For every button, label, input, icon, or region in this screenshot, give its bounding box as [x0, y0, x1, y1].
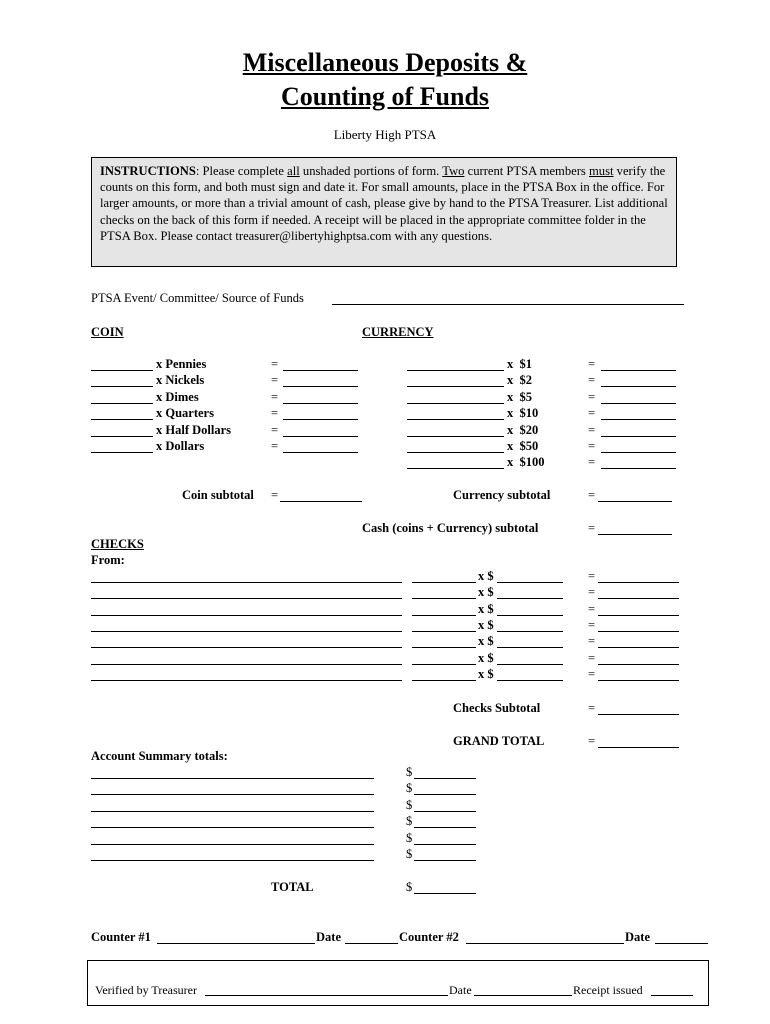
- currency-denomination-label: x $10: [507, 406, 539, 421]
- coin-eq: =: [271, 389, 282, 404]
- coin-eq: =: [271, 406, 282, 421]
- checks-heading: CHECKS: [91, 537, 144, 551]
- cash-subtotal-field[interactable]: [598, 534, 672, 535]
- instructions-box: [91, 157, 677, 267]
- check-eq: =: [588, 650, 596, 665]
- coin-denomination-label: x Nickels: [156, 373, 205, 388]
- coin-eq: =: [271, 373, 282, 388]
- account-dollar: $: [406, 781, 413, 796]
- currency-eq: =: [588, 406, 599, 421]
- coin-count-field[interactable]: [91, 386, 153, 387]
- check-count-field[interactable]: [412, 664, 476, 665]
- currency-eq: =: [588, 357, 599, 371]
- account-amount-field[interactable]: [414, 844, 476, 845]
- currency-amount-field[interactable]: [601, 468, 676, 469]
- form-title-line1: Miscellaneous Deposits &: [242, 48, 528, 77]
- check-from-field[interactable]: [91, 631, 402, 632]
- counter2-date-field[interactable]: [655, 943, 708, 944]
- instructions-text: unshaded portions of form.: [299, 164, 443, 178]
- check-count-field[interactable]: [412, 615, 476, 616]
- account-total-label: TOTAL: [271, 880, 314, 894]
- org-name: Liberty High PTSA: [333, 127, 437, 142]
- check-eq: =: [588, 601, 596, 616]
- account-total-dollar: $: [406, 880, 413, 894]
- check-amount-field[interactable]: [598, 598, 679, 599]
- instructions-text: current PTSA members: [464, 164, 589, 178]
- checks-from-label: From:: [91, 553, 125, 567]
- verified-label: Verified by Treasurer: [95, 983, 197, 997]
- counter1-date-label: Date: [316, 930, 341, 944]
- account-summary-heading: Account Summary totals:: [91, 749, 228, 763]
- instructions-two: Two: [442, 164, 465, 178]
- verify-date-label: Date: [449, 983, 472, 997]
- verify-date-field[interactable]: [474, 995, 572, 996]
- check-eq: =: [588, 634, 596, 649]
- check-value-field[interactable]: [497, 615, 563, 616]
- coin-amount-field[interactable]: [283, 452, 358, 453]
- coin-subtotal-field[interactable]: [280, 501, 362, 502]
- check-value-field[interactable]: [497, 664, 563, 665]
- cash-subtotal-label: Cash (coins + Currency) subtotal: [362, 521, 539, 535]
- currency-eq: =: [588, 439, 599, 453]
- coin-count-field[interactable]: [91, 370, 153, 371]
- account-name-field[interactable]: [91, 811, 374, 812]
- grand-total-field[interactable]: [598, 747, 679, 748]
- check-value-field[interactable]: [497, 647, 563, 648]
- account-dollar: $: [406, 847, 413, 861]
- coin-amount-field[interactable]: [283, 403, 358, 404]
- check-from-field[interactable]: [91, 647, 402, 648]
- check-mult-label: x $: [478, 650, 494, 665]
- receipt-label: Receipt issued: [573, 983, 643, 997]
- currency-denomination-label: x $20: [507, 422, 539, 437]
- coin-amount-field[interactable]: [283, 419, 358, 420]
- coin-count-field[interactable]: [91, 452, 153, 453]
- coin-denomination-label: x Dollars: [156, 439, 205, 453]
- coin-denomination-label: x Dimes: [156, 389, 199, 404]
- coin-count-field[interactable]: [91, 436, 153, 437]
- check-mult-label: x $: [478, 634, 494, 649]
- check-mult-label: x $: [478, 569, 494, 583]
- treasurer-signature-field[interactable]: [205, 995, 448, 996]
- check-eq: =: [588, 569, 596, 583]
- coin-denomination-label: x Pennies: [156, 357, 207, 371]
- coin-denomination-label: x Quarters: [156, 406, 214, 421]
- coin-subtotal-eq: =: [271, 488, 279, 502]
- currency-amount-field[interactable]: [601, 419, 676, 420]
- check-amount-field[interactable]: [598, 582, 679, 583]
- instructions-text: verify the counts on this form, and both must sign and date it. For small amounts, place in the PTSA Box in the office. For larger amounts, or more than a trivial amount of cash, please give by hand to the PTSA Treasurer. List additional checks on the back of this form if needed. A receipt will be placed in the appropriate committee folder in the PTSA Box. Please contact treasurer@libertyhighptsa.com with any questions.: [100, 164, 668, 243]
- currency-amount-field[interactable]: [601, 370, 676, 371]
- currency-amount-field[interactable]: [601, 452, 676, 453]
- currency-count-field[interactable]: [407, 370, 504, 371]
- account-amount-field[interactable]: [414, 794, 476, 795]
- grand-total-eq: =: [588, 734, 596, 748]
- currency-denomination-label: x $1: [507, 357, 532, 371]
- currency-eq: =: [588, 389, 599, 404]
- account-name-field[interactable]: [91, 860, 374, 861]
- check-eq: =: [588, 585, 596, 600]
- check-count-field[interactable]: [412, 598, 476, 599]
- check-count-field[interactable]: [412, 582, 476, 583]
- coin-denomination-label: x Half Dollars: [156, 422, 231, 437]
- currency-count-field[interactable]: [407, 436, 504, 437]
- coin-count-field[interactable]: [91, 419, 153, 420]
- check-count-field[interactable]: [412, 680, 476, 681]
- currency-eq: =: [588, 373, 599, 388]
- account-amount-field[interactable]: [414, 778, 476, 779]
- account-total-field[interactable]: [414, 893, 476, 894]
- checks-subtotal-eq: =: [588, 701, 596, 715]
- check-mult-label: x $: [478, 666, 494, 681]
- check-amount-field[interactable]: [598, 647, 679, 648]
- check-amount-field[interactable]: [598, 680, 679, 681]
- account-name-field[interactable]: [91, 778, 374, 779]
- account-name-field[interactable]: [91, 794, 374, 795]
- currency-count-field[interactable]: [407, 403, 504, 404]
- currency-amount-field[interactable]: [601, 436, 676, 437]
- receipt-field[interactable]: [651, 995, 693, 996]
- currency-count-field[interactable]: [407, 386, 504, 387]
- account-dollar: $: [406, 765, 413, 779]
- currency-count-field[interactable]: [407, 419, 504, 420]
- instructions-label: INSTRUCTIONS: [100, 164, 196, 178]
- coin-amount-field[interactable]: [283, 436, 358, 437]
- currency-heading: CURRENCY: [362, 325, 434, 339]
- check-value-field[interactable]: [497, 598, 563, 599]
- coin-eq: =: [271, 357, 282, 371]
- currency-amount-field[interactable]: [601, 386, 676, 387]
- check-count-field[interactable]: [412, 647, 476, 648]
- counter1-date-field[interactable]: [345, 943, 398, 944]
- counter1-label: Counter #1: [91, 930, 151, 944]
- account-dollar: $: [406, 797, 413, 812]
- check-from-field[interactable]: [91, 615, 402, 616]
- checks-subtotal-field[interactable]: [598, 714, 679, 715]
- instructions-must: must: [589, 164, 614, 178]
- cash-subtotal-eq: =: [588, 521, 596, 535]
- counter2-label: Counter #2: [399, 930, 459, 944]
- coin-heading: COIN: [91, 325, 124, 339]
- currency-denomination-label: x $5: [507, 389, 532, 404]
- counter2-signature-field[interactable]: [466, 943, 624, 944]
- currency-denomination-label: x $50: [507, 439, 539, 453]
- check-mult-label: x $: [478, 585, 494, 600]
- currency-count-field[interactable]: [407, 452, 504, 453]
- check-amount-field[interactable]: [598, 664, 679, 665]
- account-name-field[interactable]: [91, 844, 374, 845]
- check-value-field[interactable]: [497, 582, 563, 583]
- counter2-date-label: Date: [625, 930, 650, 944]
- grand-total-label: GRAND TOTAL: [453, 734, 545, 748]
- coin-subtotal-label: Coin subtotal: [182, 488, 254, 502]
- check-amount-field[interactable]: [598, 631, 679, 632]
- currency-subtotal-field[interactable]: [598, 501, 672, 502]
- checks-subtotal-label: Checks Subtotal: [453, 701, 541, 715]
- check-mult-label: x $: [478, 617, 494, 632]
- coin-amount-field[interactable]: [283, 370, 358, 371]
- source-field[interactable]: [332, 304, 684, 305]
- coin-eq: =: [271, 439, 282, 453]
- check-count-field[interactable]: [412, 631, 476, 632]
- currency-subtotal-label: Currency subtotal: [453, 488, 551, 502]
- form-title-line2: Counting of Funds: [280, 82, 490, 111]
- check-from-field[interactable]: [91, 680, 402, 681]
- currency-amount-field[interactable]: [601, 403, 676, 404]
- account-amount-field[interactable]: [414, 811, 476, 812]
- account-dollar: $: [406, 814, 413, 829]
- account-name-field[interactable]: [91, 827, 374, 828]
- source-label: PTSA Event/ Committee/ Source of Funds: [91, 291, 304, 305]
- coin-eq: =: [271, 422, 282, 437]
- check-from-field[interactable]: [91, 664, 402, 665]
- coin-count-field[interactable]: [91, 403, 153, 404]
- check-eq: =: [588, 617, 596, 632]
- instructions-all: all: [287, 164, 300, 178]
- currency-count-field[interactable]: [407, 468, 504, 469]
- account-dollar: $: [406, 830, 413, 845]
- check-value-field[interactable]: [497, 680, 563, 681]
- currency-eq: =: [588, 422, 599, 437]
- check-eq: =: [588, 666, 596, 681]
- currency-denomination-label: x $100: [507, 455, 545, 470]
- check-value-field[interactable]: [497, 631, 563, 632]
- check-mult-label: x $: [478, 601, 494, 616]
- currency-eq: =: [588, 455, 599, 470]
- counter1-signature-field[interactable]: [157, 943, 315, 944]
- check-amount-field[interactable]: [598, 615, 679, 616]
- currency-denomination-label: x $2: [507, 373, 532, 388]
- check-from-field[interactable]: [91, 582, 402, 583]
- coin-amount-field[interactable]: [283, 386, 358, 387]
- account-amount-field[interactable]: [414, 860, 476, 861]
- account-amount-field[interactable]: [414, 827, 476, 828]
- check-from-field[interactable]: [91, 598, 402, 599]
- currency-subtotal-eq: =: [588, 488, 596, 502]
- instructions-text: : Please complete: [195, 164, 288, 178]
